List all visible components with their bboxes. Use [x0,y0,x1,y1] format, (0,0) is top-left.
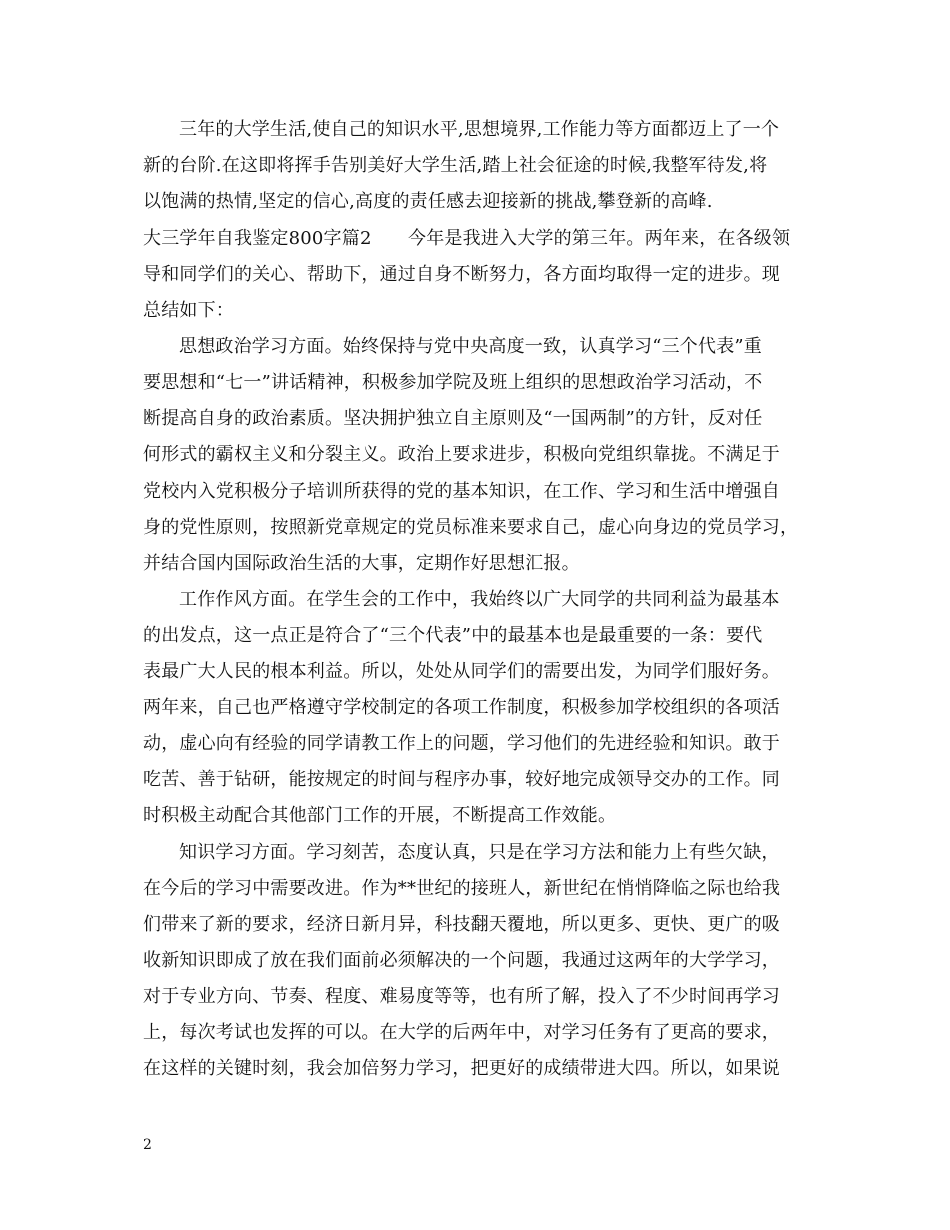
text-line: 新的台阶.在这即将挥手告别美好大学生活,踏上社会征途的时候,我整军待发,将 [143,155,768,176]
text-line: 吃苦、善于钻研，能按规定的时间与程序办事，较好地完成领导交办的工作。同 [143,769,780,790]
text-line: 党校内入党积极分子培训所获得的党的基本知识，在工作、学习和生活中增强自 [143,481,780,502]
text-line: 思想政治学习方面。始终保持与党中央高度一致，认真学习“三个代表”重 [179,336,763,357]
text-line: 以饱满的热情,坚定的信心,高度的责任感去迎接新的挑战,攀登新的高峰. [143,191,713,212]
text-line: 的出发点，这一点正是符合了“三个代表”中的最基本也是最重要的一条：要代 [143,625,763,646]
page-number: 2 [143,1137,152,1153]
text-line: 知识学习方面。学习刻苦，态度认真，只是在学习方法和能力上有些欠缺， [179,842,780,863]
text-line: 三年的大学生活,使自己的知识水平,思想境界,工作能力等方面都迈上了一个 [179,119,780,140]
text-line: 断提高自身的政治素质。坚决拥护独立自主原则及“一国两制”的方针，反对任 [143,408,763,429]
text-line: 收新知识即成了放在我们面前必须解决的一个问题，我通过这两年的大学学习， [143,950,780,971]
text-line: 两年来，自己也严格遵守学校制定的各项工作制度，积极参加学校组织的各项活 [143,697,780,718]
text-line: 要思想和“七一”讲话精神，积极参加学院及班上组织的思想政治学习活动，不 [143,372,763,393]
text-line: 在这样的关键时刻，我会加倍努力学习，把更好的成绩带进大四。所以，如果说 [143,1058,780,1079]
text-line: 身的党性原则，按照新党章规定的党员标准来要求自己，虚心向身边的党员学习， [143,517,799,538]
text-line: 何形式的霸权主义和分裂主义。政治上要求进步，积极向党组织靠拢。不满足于 [143,444,780,465]
text-line: 表最广大人民的根本利益。所以，处处从同学们的需要出发，为同学们服好务。 [143,661,780,682]
text-line: 导和同学们的关心、帮助下，通过自身不断努力，各方面均取得一定的进步。现 [143,264,780,285]
text-line: 并结合国内国际政治生活的大事，定期作好思想汇报。 [143,553,580,574]
text-line: 上，每次考试也发挥的可以。在大学的后两年中，对学习任务有了更高的要求， [143,1022,780,1043]
text-line: 在今后的学习中需要改进。作为**世纪的接班人，新世纪在悄悄降临之际也给我 [143,878,781,899]
text-line: 总结如下： [143,300,234,321]
text-line: 大三学年自我鉴定800字篇2 今年是我进入大学的第三年。两年来，在各级领 [143,228,791,249]
text-line: 们带来了新的要求，经济日新月异，科技翻天覆地，所以更多、更快、更广的吸 [143,914,780,935]
text-line: 工作作风方面。在学生会的工作中，我始终以广大同学的共同利益为最基本 [179,589,780,610]
text-line: 时积极主动配合其他部门工作的开展，不断提高工作效能。 [143,805,617,826]
text-line: 对于专业方向、节奏、程度、难易度等等，也有所了解，投入了不少时间再学习 [143,986,780,1007]
text-line: 动，虚心向有经验的同学请教工作上的问题，学习他们的先进经验和知识。敢于 [143,733,780,754]
